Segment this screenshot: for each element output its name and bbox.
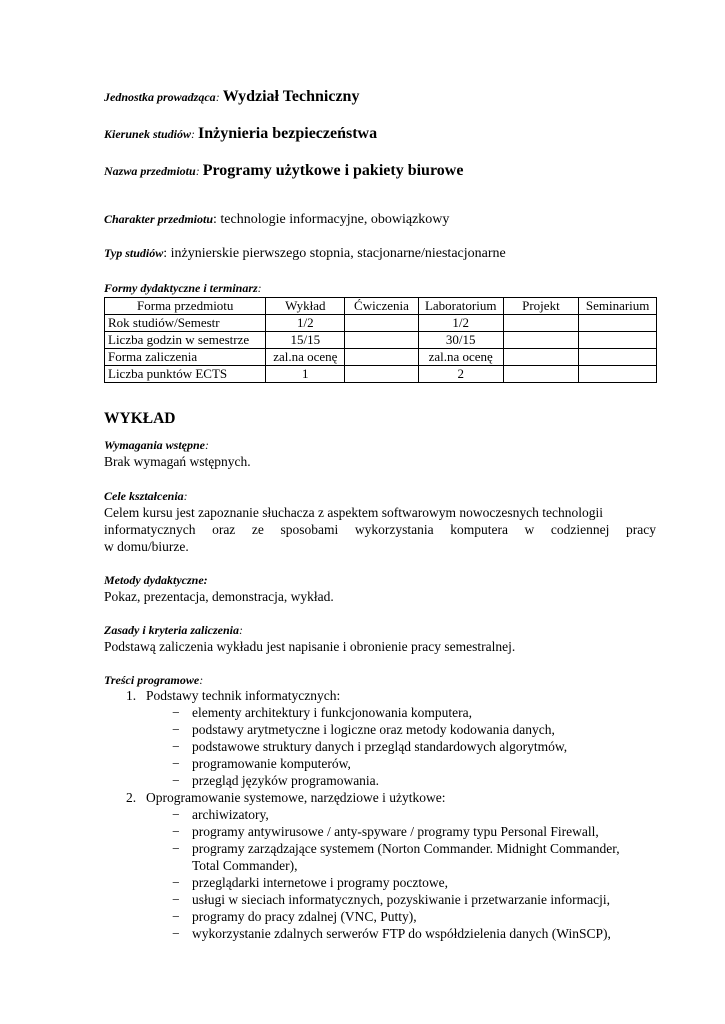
table-row xyxy=(105,349,657,366)
sub-item xyxy=(172,739,567,755)
prereq-text: Brak wymagań wstępnych. xyxy=(104,454,251,469)
prereq-label: Wymagania wstępne xyxy=(104,438,206,452)
sub-item-text: Total Commander), xyxy=(192,858,298,873)
dash-glyph: − xyxy=(172,875,180,890)
sub-item xyxy=(172,926,611,942)
list-item xyxy=(126,688,340,704)
sub-item-text: przeglądarki internetowe i programy pocztowe, xyxy=(192,875,449,890)
sub-item xyxy=(172,892,610,908)
table-cell xyxy=(345,315,419,332)
sub-item-text: wykorzystanie zdalnych serwerów FTP do współdzielenia danych (WinSCP), xyxy=(192,926,611,941)
unit-label: Jednostka prowadząca xyxy=(104,90,216,104)
table-header-row xyxy=(105,298,657,315)
goals-line-2-text: informatycznych oraz ze sposobami wykorzystania komputera w codziennej pracy xyxy=(104,522,656,537)
rules-label-line: Zasady i kryteria zaliczenia: xyxy=(104,623,243,637)
table-cell: 1/2 xyxy=(266,315,345,332)
list-item-title: Oprogramowanie systemowe, narzędziowe i użytkowe: xyxy=(146,790,446,805)
lecture-heading: WYKŁAD xyxy=(104,410,176,427)
subject-label: Nazwa przedmiotu xyxy=(104,164,196,178)
dash-glyph: − xyxy=(172,722,180,737)
dash-glyph: − xyxy=(172,807,180,822)
type-label: Typ studiów xyxy=(104,246,164,260)
character-value: technologie informacyjne, obowiązkowy xyxy=(220,212,450,227)
table-cell xyxy=(579,315,657,332)
type-value: inżynierskie pierwszego stopnia, stacjonarne/niestacjonarne xyxy=(170,246,506,261)
dash-glyph: − xyxy=(172,824,180,839)
table-cell xyxy=(503,315,579,332)
field-value: Inżynieria bezpieczeństwa xyxy=(198,125,378,142)
sub-item-text: programy do pracy zdalnej (VNC, Putty), xyxy=(192,909,417,924)
table-header-cell: Seminarium xyxy=(579,298,657,315)
table-cell xyxy=(579,366,657,383)
sub-item-text: przegląd języków programowania. xyxy=(192,773,380,788)
subject-line: Nazwa przedmiotu: Programy użytkowe i pakiety biurowe xyxy=(104,162,464,179)
table-cell xyxy=(503,349,579,366)
field-line: Kierunek studiów: Inżynieria bezpieczeństwa xyxy=(104,125,378,142)
sub-item xyxy=(172,875,448,891)
sub-item-text: usługi w sieciach informatycznych, pozyskiwanie i przetwarzanie informacji, xyxy=(192,892,610,907)
rules-text: Podstawą zaliczenia wykładu jest napisanie i obronienie pracy semestralnej. xyxy=(104,639,516,654)
goals-label-line: Cele kształcenia: xyxy=(104,489,188,503)
goals-label: Cele kształcenia xyxy=(104,489,184,503)
dash-glyph: − xyxy=(172,926,180,941)
table-cell: zal.na ocenę xyxy=(418,349,503,366)
list-item-number: 1. xyxy=(126,688,137,703)
table-cell xyxy=(345,349,419,366)
goals-line-1: Celem kursu jest zapoznanie słuchacza z aspektem softwarowym nowoczesnych technologii xyxy=(104,505,603,520)
character-line: Charakter przedmiotu: technologie informacyjne, obowiązkowy xyxy=(104,212,450,227)
forms-table xyxy=(104,297,657,383)
character-label: Charakter przedmiotu xyxy=(104,212,214,226)
unit-value: Wydział Techniczny xyxy=(222,88,360,105)
dash-glyph: − xyxy=(172,909,180,924)
table-cell: 30/15 xyxy=(418,332,503,349)
table-cell: Rok studiów/Semestr xyxy=(105,315,266,332)
table-header-cell: Wykład xyxy=(266,298,345,315)
sub-item xyxy=(172,807,269,823)
table-cell: 1/2 xyxy=(418,315,503,332)
goals-line-3: w domu/biurze. xyxy=(104,539,189,554)
methods-label xyxy=(104,571,656,589)
dash-glyph: − xyxy=(172,705,180,720)
table-cell: Liczba godzin w semestrze xyxy=(105,332,266,349)
sub-item-text: programy zarządzające systemem (Norton Commander. Midnight Commander, xyxy=(192,841,620,856)
prereq-label-line: Wymagania wstępne: xyxy=(104,438,210,452)
sub-item xyxy=(172,773,379,789)
dash-glyph: − xyxy=(172,756,180,771)
sub-item-text: podstawowe struktury danych i przegląd standardowych algorytmów, xyxy=(192,739,568,754)
table-header-cell: Projekt xyxy=(503,298,579,315)
table-row xyxy=(105,315,657,332)
sub-item-text: elementy architektury i funkcjonowania komputera, xyxy=(192,705,473,720)
forms-line: Formy dydaktyczne i terminarz: xyxy=(104,281,262,295)
sub-item-text: programy antywirusowe / anty-spyware / programy typu Personal Firewall, xyxy=(192,824,599,839)
methods-label-text: Metody dydaktyczne: xyxy=(104,573,208,587)
table-cell: 1 xyxy=(266,366,345,383)
content-label: Treści programowe xyxy=(104,673,200,687)
table-cell xyxy=(503,332,579,349)
sub-item-text: archiwizatory, xyxy=(192,807,269,822)
sub-item xyxy=(172,841,620,857)
list-item xyxy=(126,790,446,806)
sub-item xyxy=(172,722,555,738)
table-cell xyxy=(579,332,657,349)
table-cell: 2 xyxy=(418,366,503,383)
table-cell: Liczba punktów ECTS xyxy=(105,366,266,383)
table-cell xyxy=(345,332,419,349)
table-header-cell: Ćwiczenia xyxy=(345,298,419,315)
methods-text: Pokaz, prezentacja, demonstracja, wykład. xyxy=(104,589,334,604)
table-cell xyxy=(345,366,419,383)
sub-item xyxy=(172,756,351,772)
dash-glyph: − xyxy=(172,773,180,788)
subject-value: Programy użytkowe i pakiety biurowe xyxy=(202,162,464,179)
table-row xyxy=(105,332,657,349)
field-label: Kierunek studiów xyxy=(104,127,192,141)
table-cell: zal.na ocenę xyxy=(266,349,345,366)
goals-line-2 xyxy=(104,521,656,538)
table-cell: 15/15 xyxy=(266,332,345,349)
type-line: Typ studiów: inżynierskie pierwszego stopnia, stacjonarne/niestacjonarne xyxy=(104,246,506,261)
table-cell: Forma zaliczenia xyxy=(105,349,266,366)
sub-item xyxy=(172,705,472,721)
table-header-cell: Forma przedmiotu xyxy=(105,298,266,315)
list-item-title: Podstawy technik informatycznych: xyxy=(146,688,341,703)
sub-item xyxy=(172,824,599,840)
sub-item-continuation xyxy=(172,858,298,874)
table-row xyxy=(105,366,657,383)
dash-glyph: − xyxy=(172,892,180,907)
forms-label: Formy dydaktyczne i terminarz xyxy=(104,281,258,295)
content-label-line: Treści programowe: xyxy=(104,673,204,687)
unit-line: Jednostka prowadząca: Wydział Techniczny xyxy=(104,88,360,105)
sub-item-text: programowanie komputerów, xyxy=(192,756,351,771)
table-cell xyxy=(579,349,657,366)
list-item-number: 2. xyxy=(126,790,137,805)
dash-glyph: − xyxy=(172,739,180,754)
table-cell xyxy=(503,366,579,383)
table-header-cell: Laboratorium xyxy=(418,298,503,315)
rules-label: Zasady i kryteria zaliczenia xyxy=(104,623,239,637)
dash-glyph: − xyxy=(172,841,180,856)
sub-item-text: podstawy arytmetyczne i logiczne oraz metody kodowania danych, xyxy=(192,722,555,737)
sub-item xyxy=(172,909,417,925)
